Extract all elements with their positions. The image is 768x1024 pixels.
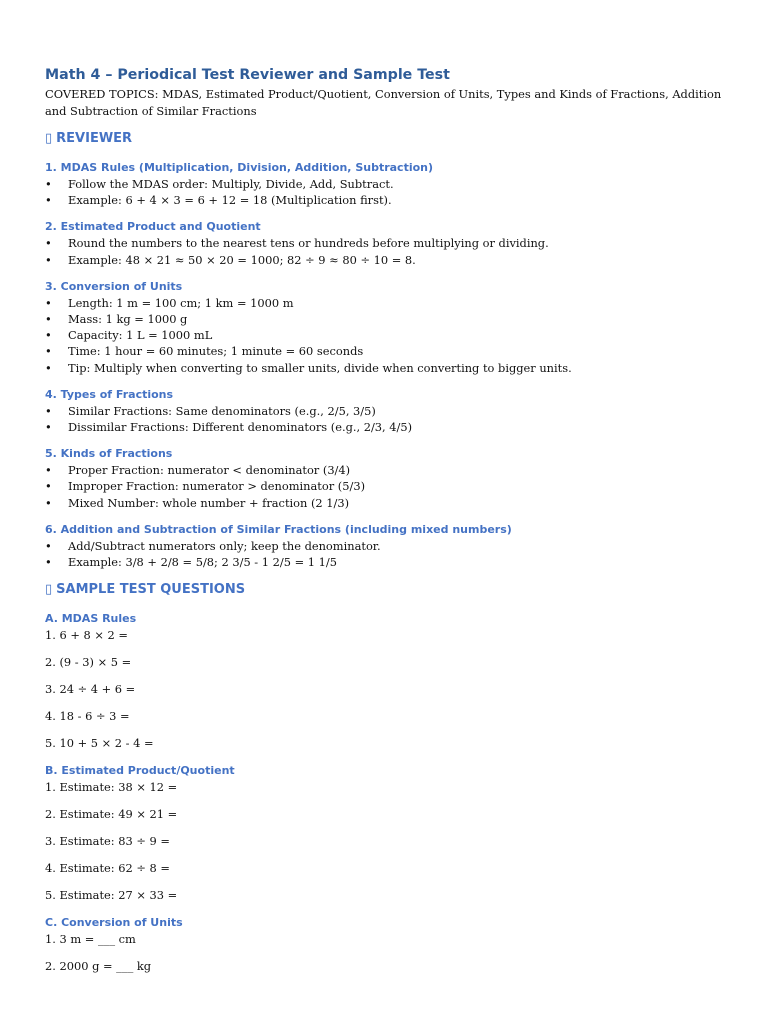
reviewer-list	[45, 403, 728, 435]
reviewer-list	[45, 235, 728, 267]
question: 2. 2000 g = ___ kg	[45, 959, 152, 974]
list-item: • Mass: 1 kg = 1000 g	[45, 311, 728, 327]
test-section-heading: C. Conversion of Units	[45, 916, 183, 930]
list-item: • Round the numbers to the nearest tens or hundreds before multiplying or dividing.	[45, 235, 728, 251]
reviewer-heading-text: REVIEWER	[56, 131, 133, 146]
test-section-heading: A. MDAS Rules	[45, 612, 137, 626]
list-item: • Capacity: 1 L = 1000 mL	[45, 327, 728, 343]
list-item: • Similar Fractions: Same denominators (e.g., 2/5, 3/5)	[45, 403, 728, 419]
checkbox-icon: ▯	[45, 131, 53, 146]
checkbox-icon: ▯	[45, 582, 53, 598]
question: 4. Estimate: 62 ÷ 8 =	[45, 861, 170, 876]
list-item: • Tip: Multiply when converting to smaller units, divide when converting to bigger units.	[45, 360, 728, 376]
list-item: • Proper Fraction: numerator < denominator (3/4)	[45, 462, 728, 478]
sample-test-heading	[45, 581, 728, 599]
reviewer-section-heading: 6. Addition and Subtraction of Similar Fractions (including mixed numbers)	[45, 522, 512, 536]
sample-test-heading-text: SAMPLE TEST QUESTIONS	[56, 582, 246, 598]
test-section-heading: B. Estimated Product/Quotient	[45, 764, 235, 778]
question: 1. 6 + 8 × 2 =	[45, 628, 128, 643]
reviewer-section-heading: 5. Kinds of Fractions	[45, 447, 173, 461]
reviewer-section-heading: 1. MDAS Rules (Multiplication, Division, Addition, Subtraction)	[45, 161, 434, 174]
reviewer-heading	[45, 130, 728, 148]
question: 1. Estimate: 38 × 12 =	[45, 780, 178, 795]
reviewer-section-heading: 3. Conversion of Units	[45, 279, 183, 293]
list-item: • Mixed Number: whole number + fraction (2 1/3)	[45, 495, 728, 511]
reviewer-list	[45, 538, 728, 570]
question: 4. 18 - 6 ÷ 3 =	[45, 709, 130, 724]
reviewer-list	[45, 176, 728, 208]
question: 1. 3 m = ___ cm	[45, 932, 136, 947]
question: 5. Estimate: 27 × 33 =	[45, 888, 178, 903]
question: 5. 10 + 5 × 2 - 4 =	[45, 736, 154, 751]
question: 3. 24 ÷ 4 + 6 =	[45, 682, 136, 697]
list-item: • Example: 6 + 4 × 3 = 6 + 12 = 18 (Multiplication first).	[45, 192, 728, 208]
list-item: • Time: 1 hour = 60 minutes; 1 minute = 60 seconds	[45, 343, 728, 359]
list-item: • Dissimilar Fractions: Different denominators (e.g., 2/3, 4/5)	[45, 419, 728, 435]
question: 2. (9 - 3) × 5 =	[45, 655, 132, 670]
reviewer-list	[45, 462, 728, 511]
reviewer-list	[45, 295, 728, 376]
list-item: • Follow the MDAS order: Multiply, Divide, Add, Subtract.	[45, 176, 728, 192]
list-item: • Add/Subtract numerators only; keep the denominator.	[45, 538, 728, 554]
list-item: • Length: 1 m = 100 cm; 1 km = 1000 m	[45, 295, 728, 311]
question: 3. Estimate: 83 ÷ 9 =	[45, 834, 170, 849]
covered-topics: COVERED TOPICS: MDAS, Estimated Product/Quotient, Conversion of Units, Types and Kinds of Fractions, Addition and Subtraction of Similar Fractions	[45, 87, 722, 118]
list-item: • Improper Fraction: numerator > denominator (5/3)	[45, 478, 728, 494]
list-item: • Example: 3/8 + 2/8 = 5/8; 2 3/5 - 1 2/5 = 1 1/5	[45, 554, 728, 570]
list-item: • Example: 48 × 21 ≈ 50 × 20 = 1000; 82 ÷ 9 ≈ 80 ÷ 10 = 8.	[45, 252, 728, 268]
reviewer-section-heading: 2. Estimated Product and Quotient	[45, 220, 261, 234]
question: 2. Estimate: 49 × 21 =	[45, 807, 178, 822]
reviewer-section-heading: 4. Types of Fractions	[45, 387, 174, 401]
document-title: Math 4 – Periodical Test Reviewer and Sample Test	[45, 67, 450, 83]
